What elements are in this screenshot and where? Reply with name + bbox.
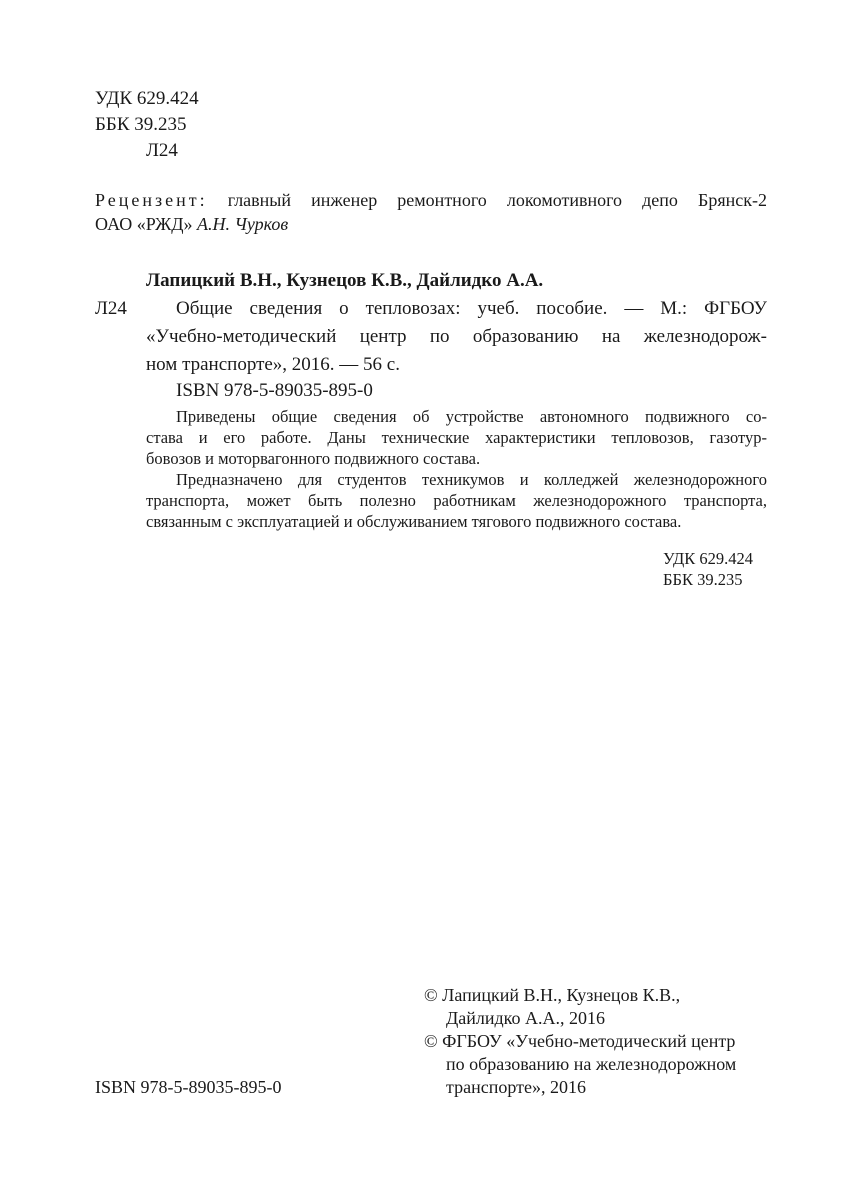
- copyright-line-2: Дайлидко А.А., 2016: [446, 1008, 606, 1028]
- annotation-p2-line-2: транспорта, может быть полезно работникам железнодорожного транспорта,: [146, 491, 767, 510]
- card-authors: Лапицкий В.Н., Кузнецов К.В., Дайлидко А.А.: [146, 270, 544, 291]
- annotation-p1-line-3: бовозов и моторвагонного подвижного состава.: [146, 449, 481, 468]
- copyright-line-3: © ФГБОУ «Учебно-методический центр: [424, 1031, 736, 1051]
- card-bbk: ББК 39.235: [663, 570, 743, 589]
- card-title-line-1: Общие сведения о тепловозах: учеб. пособие. — М.: ФГБОУ: [176, 298, 767, 319]
- footer-isbn: ISBN 978-5-89035-895-0: [95, 1077, 282, 1097]
- card-isbn: ISBN 978-5-89035-895-0: [176, 380, 373, 401]
- udk-value: 629.424: [136, 88, 199, 109]
- card-udk: УДК 629.424: [663, 549, 754, 568]
- card-title-line-2: «Учебно-методический центр по образованию на железнодорож-: [146, 326, 767, 347]
- reviewer-label: Рецензент:: [95, 190, 208, 210]
- copyright-line-5: транспорте», 2016: [446, 1077, 586, 1097]
- author-mark: Л24: [146, 140, 178, 161]
- card-mark: Л24: [95, 298, 127, 319]
- annotation-p2-line-3: связанным с эксплуатацией и обслуживанием тягового подвижного состава.: [146, 512, 682, 531]
- udk-label: УДК: [95, 88, 133, 109]
- annotation-p1-line-1: Приведены общие сведения об устройстве автономного подвижного со-: [176, 407, 767, 426]
- card-title-line-3: ном транспорте», 2016. — 56 с.: [146, 354, 400, 375]
- annotation-p1-line-2: става и его работе. Даны технические характеристики тепловозов, газотур-: [146, 428, 767, 447]
- annotation-p2-line-1: Предназначено для студентов техникумов и колледжей железнодорожного: [176, 470, 767, 489]
- copyright-line-4: по образованию на железнодорожном: [446, 1054, 737, 1074]
- bbk-value: 39.235: [134, 114, 187, 135]
- copyright-line-1: © Лапицкий В.Н., Кузнецов К.В.,: [424, 985, 681, 1005]
- reviewer-text: главный инженер ремонтного локомотивного депо Брянск-2: [227, 190, 767, 210]
- reviewer-name: А.Н. Чурков: [197, 214, 289, 234]
- udk-code: [95, 86, 199, 112]
- bbk-label: ББК: [95, 114, 130, 135]
- reviewer-org: ОАО «РЖД»: [95, 214, 193, 234]
- reviewer-line-1: [95, 188, 767, 212]
- reviewer-line-2: [95, 212, 288, 236]
- bbk-code: [95, 112, 187, 138]
